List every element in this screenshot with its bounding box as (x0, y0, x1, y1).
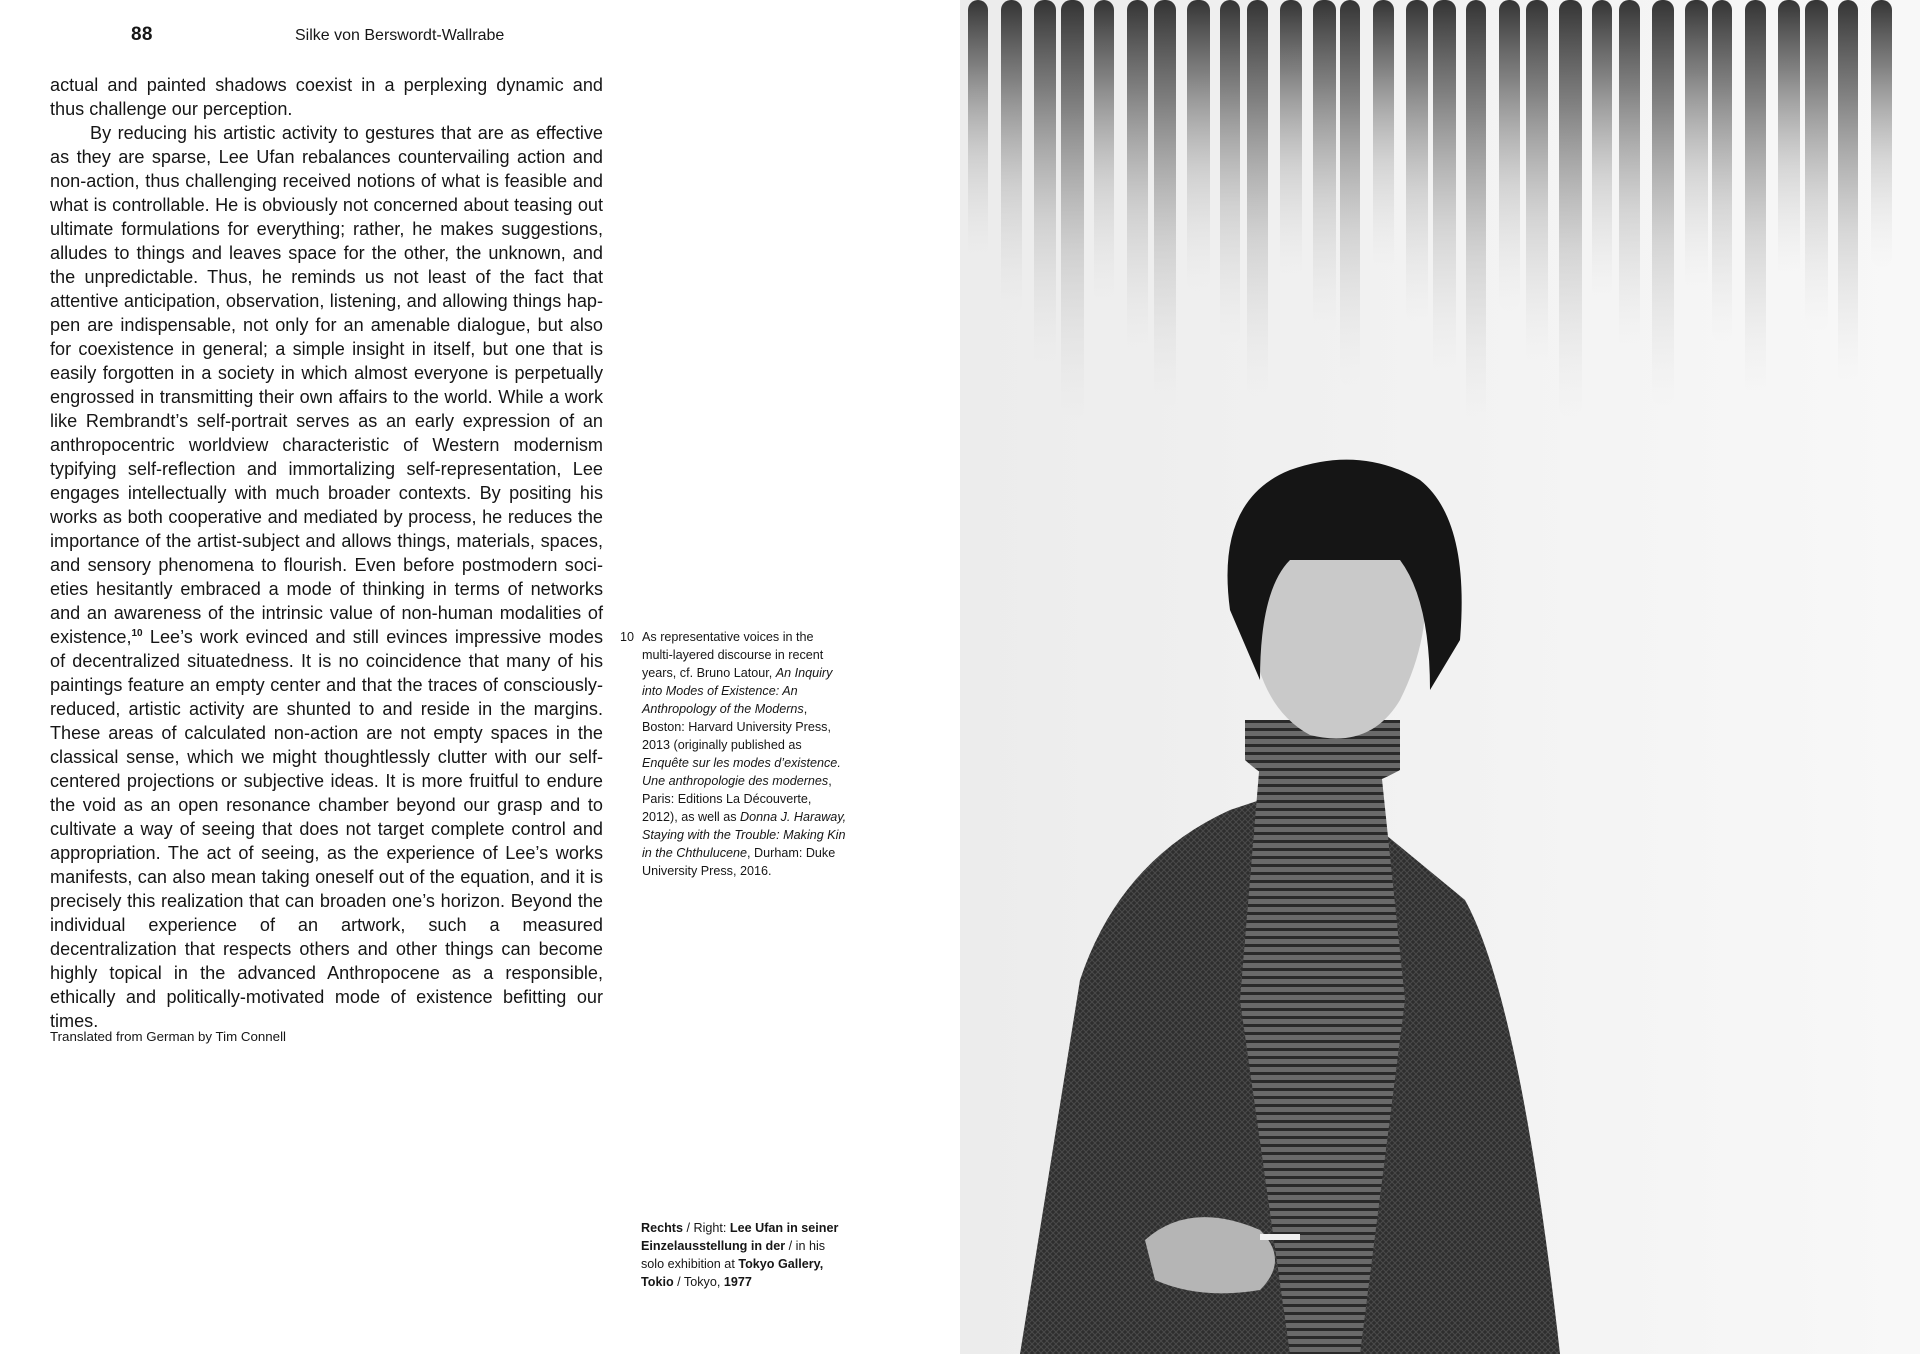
body-text (50, 73, 603, 1033)
caption-segment: Rechts (641, 1221, 683, 1235)
paint-stroke (968, 0, 988, 260)
paint-stroke (1373, 0, 1394, 269)
paint-stroke (1406, 0, 1428, 322)
paragraph-1: actual and painted shadows coexist in a perplexing dynamic and thus challenge our perception. (50, 75, 603, 119)
paint-stroke (1433, 0, 1456, 375)
portrait-photo (960, 0, 1920, 1354)
paint-stroke (1466, 0, 1486, 428)
caption-segment: Tokyo Gallery, Tokio (641, 1257, 824, 1289)
footnote-title-haraway: Donna J. Haraway, Staying with the Trouble: Making Kin in the Chthulucene (642, 810, 847, 860)
footnote-segment: , Durham: Duke University Press, 2016. (642, 846, 836, 878)
paint-stroke (1712, 0, 1732, 342)
footnote-title-latour-en: An Inquiry into Modes of Existence: An Anthropology of the Moderns (642, 666, 833, 716)
paint-stroke (1313, 0, 1336, 333)
paint-stroke (1871, 0, 1892, 267)
paint-stroke (1127, 0, 1148, 355)
paint-stroke (1187, 0, 1210, 291)
caption-segment: / in his solo exhibition at (641, 1239, 826, 1271)
translator-credit: Translated from German by Tim Connell (50, 1029, 286, 1044)
cigarette (1260, 1234, 1300, 1240)
paint-stroke (1001, 0, 1022, 313)
paint-stroke (1685, 0, 1708, 289)
paint-stroke (1094, 0, 1114, 302)
paint-stroke (1592, 0, 1612, 300)
footnote-segment: , Boston: Harvard University Press, 2013 (originally published as (642, 702, 831, 752)
paint-stroke (1061, 0, 1084, 419)
footnote-segment: As representative voices in the multi-layered discourse in recent years, cf. Bruno Latour, (642, 630, 824, 680)
paint-stroke (1838, 0, 1858, 384)
paint-stroke (1526, 0, 1548, 364)
photo-caption (641, 1219, 851, 1291)
hand-with-cigarette (1145, 1217, 1275, 1293)
caption-segment: / Tokyo, (673, 1275, 724, 1289)
footnote-reference: 10 (131, 628, 143, 639)
paint-stroke (1034, 0, 1056, 366)
footnote-text (642, 628, 847, 880)
caption-segment: 1977 (723, 1275, 752, 1289)
caption-segment: Lee Ufan in seiner Einzelausstellung in der (641, 1221, 839, 1253)
running-head: Silke von Berswordt-Wallrabe (295, 27, 505, 44)
paint-stroke (1220, 0, 1240, 344)
paint-stroke (1745, 0, 1766, 395)
page-number: 88 (131, 24, 153, 45)
footnote-title-latour-fr: Enquête sur les modes d’existence. Une anthropologie des modernes (642, 756, 841, 788)
footnote-number: 10 (620, 630, 635, 644)
paint-stroke (1805, 0, 1828, 331)
paint-stroke (1559, 0, 1582, 417)
paragraph-2-part-1: By reducing his artistic activity to gestures that are as effective as they are sparse, Lee Ufan rebalances countervailing action and non-action, thus challenging received notions of what is feasible and what is controllable. He is obviously not concerned about teasing out ultimate formulations for everything; rather, he makes suggestions, alludes to things and leaves space for the other, the unknown, and the unpredictable. Thus, he reminds us not least of the fact that attentive anticipation, observation, listening, and allowing things happen are indispensable, not only for an amenable dialogue, but also for coexistence in general; a simple insight in itself, but one that is easily forgotten in a society in which almost everyone is perpetually engrossed in transmitting their own affairs to the world. While a work like Rembrandt’s self-portrait serves as an early expression of an anthropocentric worldview characteristic of Western modernism typifying self-reflection and immortalizing self-representation, Lee engages intellectually with much broader contexts. By positing his works as both cooperative and mediated by process, he reduces the importance of the artist-subject and allows things, materials, spaces, and sensory phenomena to flourish. Even before postmodern societies hesitantly embraced a mode of thinking in terms of networks and an awareness of the intrinsic value of non-human modalities of existence, (50, 123, 603, 647)
paint-stroke (1280, 0, 1302, 280)
paint-stroke (1778, 0, 1800, 278)
paint-stroke (1247, 0, 1268, 397)
paint-stroke (1619, 0, 1640, 353)
paint-stroke (1154, 0, 1176, 408)
caption-segment: / Right: (683, 1221, 730, 1235)
paragraph-2 (50, 121, 603, 1033)
paragraph-2-part-2: Lee’s work evinced and still evinces impressive modes of decentralized situatedness. It is no coincidence that many of his paintings feature an empty center and that the traces of consciously-reduced, artistic activity are shunted to and reside in the margins. These areas of calculated non-action are not empty spaces in the classical sense, which we might thoughtlessly clutter with our self-centered projections or subjective ideas. It is more fruitful to endure the void as an open resonance chamber beyond our grasp and to cultivate a way of seeing that does not target complete control and appropriation. The act of seeing, as the experience of Lee’s works manifests, can also mean taking oneself out of the equation, and it is precisely this realization that can broaden one’s horizon. Beyond the individual experience of an artwork, such a measured decentralization that respects others and other things can become highly topical in the advanced Anthropocene as a responsible, ethically and politically-motivated mode of existence befitting our times. (50, 627, 603, 1031)
paint-stroke (1652, 0, 1674, 406)
paint-stroke (1499, 0, 1520, 311)
footnote-segment: , Paris: Editions La Découverte, 2012), as well as (642, 774, 832, 824)
photo-illustration (960, 0, 1920, 1354)
paint-stroke (1340, 0, 1360, 386)
